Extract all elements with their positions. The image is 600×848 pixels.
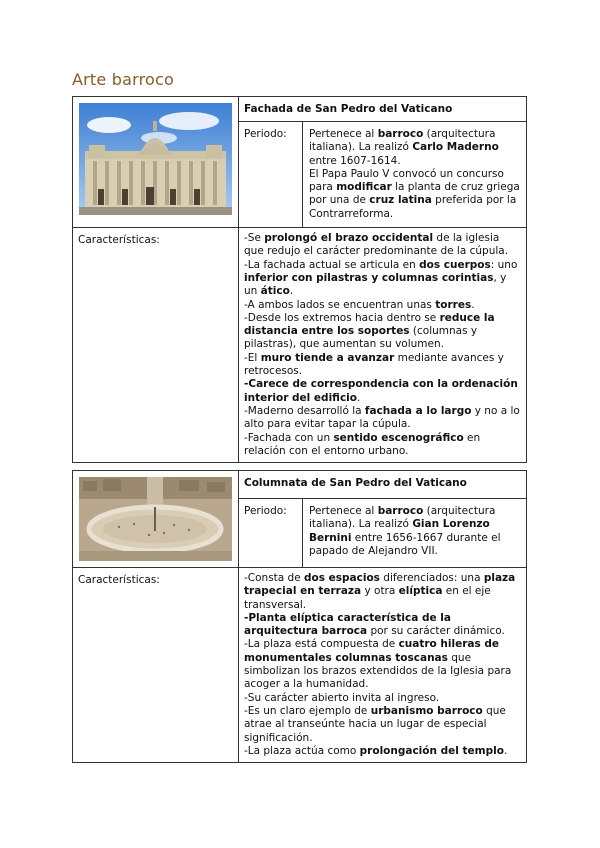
bold-text: modificar	[336, 181, 392, 194]
bold-text: muro tiende a avanzar	[260, 351, 395, 364]
caracteristica-item	[244, 638, 521, 691]
bold-text: dos espacios	[304, 572, 380, 584]
bold-text: -Carece de correspondencia con la ordenación interior del edificio	[244, 378, 518, 404]
bold-text: ático	[260, 285, 290, 298]
bold-text: Carlo Maderno	[412, 141, 499, 154]
bold-text: torres	[435, 298, 472, 311]
periodo-text	[303, 122, 526, 227]
text-run: -La plaza actúa como	[244, 744, 360, 757]
bold-text: plaza trapecial en terraza	[244, 572, 516, 598]
columnata-photo	[79, 477, 232, 561]
section-title: Columnata de San Pedro del Vaticano	[239, 471, 526, 499]
bold-text: barroco	[377, 128, 424, 140]
text-run: diferenciados: una	[379, 572, 484, 584]
periodo-label: Periodo:	[239, 122, 303, 227]
text-run: y no a lo alto para evitar tapar la cúpula.	[244, 404, 520, 431]
caracteristica-item	[244, 352, 521, 379]
caracteristica-item	[244, 692, 521, 705]
text-run: y otra	[361, 585, 399, 598]
text-run: entre 1656-1667 durante el papado de Alejandro VII.	[309, 531, 501, 557]
caracteristicas-label: Características:	[73, 227, 239, 462]
text-run: -La fachada actual se articula en	[244, 258, 420, 271]
bold-text: urbanismo barroco	[370, 704, 483, 717]
bold-text: cuatro hileras de monumentales columnas toscanas	[244, 638, 500, 664]
text-run: , y un	[244, 271, 507, 298]
bold-text: prolongación del templo	[359, 744, 504, 757]
caracteristica-item	[244, 405, 521, 432]
bold-text: -Planta elíptica característica de la arquitectura barroca	[244, 611, 451, 638]
bold-text: reduce la distancia entre los soportes	[244, 311, 495, 338]
text-run: (arquitectura italiana). La realizó	[309, 504, 496, 531]
text-run: -Consta de	[244, 572, 305, 584]
text-run: El Papa Paulo V convocó un concurso para	[309, 167, 504, 194]
bold-text: prolongó el brazo occidental	[264, 232, 434, 245]
text-run: en el eje transversal.	[244, 585, 491, 611]
bold-text: fachada a lo largo	[364, 404, 472, 417]
text-run: -Fachada con un	[244, 431, 334, 444]
bold-text: barroco	[377, 504, 424, 517]
text-run: : uno	[490, 258, 518, 271]
caracteristica-item	[244, 705, 521, 745]
caracteristicas-list	[239, 567, 526, 762]
caracteristicas-label: Características:	[73, 567, 239, 762]
text-run: (arquitectura italiana). La realizó	[309, 128, 496, 154]
text-run: (columnas y pilastras), que aumentan su volumen.	[244, 325, 478, 351]
bold-text: cruz latina	[369, 194, 432, 207]
photo-cell	[73, 471, 239, 567]
caracteristica-item	[244, 432, 521, 459]
fachada-photo	[79, 103, 232, 215]
text-run: -Se	[244, 232, 265, 245]
caracteristica-item	[244, 612, 521, 639]
text-run: de la iglesia que redujo el carácter predominante de la cúpula.	[244, 232, 509, 258]
text-run: .	[471, 298, 475, 311]
text-run: entre 1607-1614.	[309, 154, 401, 167]
text-run: -Es un claro ejemplo de	[244, 704, 371, 717]
text-run: preferida por la Contrarreforma.	[309, 194, 517, 220]
text-run: en relación con el entorno urbano.	[244, 431, 481, 457]
text-run: -Desde los extremos hacia dentro se	[244, 311, 440, 324]
caracteristica-item	[244, 745, 521, 758]
text-run: -Maderno desarrolló la	[244, 404, 365, 417]
section-title: Fachada de San Pedro del Vaticano	[239, 97, 526, 122]
text-run: -El	[244, 351, 261, 364]
section-card-columnata	[72, 470, 527, 763]
caracteristica-item	[244, 572, 521, 612]
text-run: -La plaza está compuesta de	[244, 638, 399, 651]
text-run: por su carácter dinámico.	[367, 625, 505, 638]
bold-text: sentido escenográfico	[333, 431, 464, 444]
text-run: que atrae al transeúnte hacia un lugar de especial significación.	[244, 704, 506, 744]
text-run: -A ambos lados se encuentran unas	[244, 298, 436, 311]
caracteristica-item	[244, 378, 521, 405]
text-run: -Su carácter abierto invita al ingreso.	[244, 691, 440, 704]
periodo-label: Periodo:	[239, 499, 303, 567]
periodo-text	[303, 499, 526, 567]
text-run: la planta de cruz griega por una de	[309, 181, 520, 207]
text-run: mediante avances y retrocesos.	[244, 351, 504, 378]
bold-text: Gian Lorenzo Bernini	[309, 518, 490, 544]
text-run: .	[357, 391, 361, 404]
bold-text: inferior con pilastras y columnas corintias	[244, 271, 494, 284]
caracteristicas-list	[239, 227, 526, 462]
photo-cell	[73, 97, 239, 227]
page-title: Arte barroco	[72, 70, 174, 89]
bold-text: elíptica	[398, 585, 443, 598]
caracteristica-item	[244, 259, 521, 299]
text-run: Pertenece al	[309, 128, 378, 140]
text-run: Pertenece al	[309, 504, 378, 517]
text-run: .	[289, 285, 294, 298]
text-run: que simbolizan los brazos extendidos de la Iglesia para acoger a la humanidad.	[244, 651, 512, 691]
text-run: .	[503, 744, 508, 757]
caracteristica-item	[244, 232, 521, 259]
section-card-fachada	[72, 96, 527, 463]
caracteristica-item	[244, 312, 521, 352]
bold-text: dos cuerpos	[419, 258, 491, 271]
caracteristica-item	[244, 299, 521, 312]
